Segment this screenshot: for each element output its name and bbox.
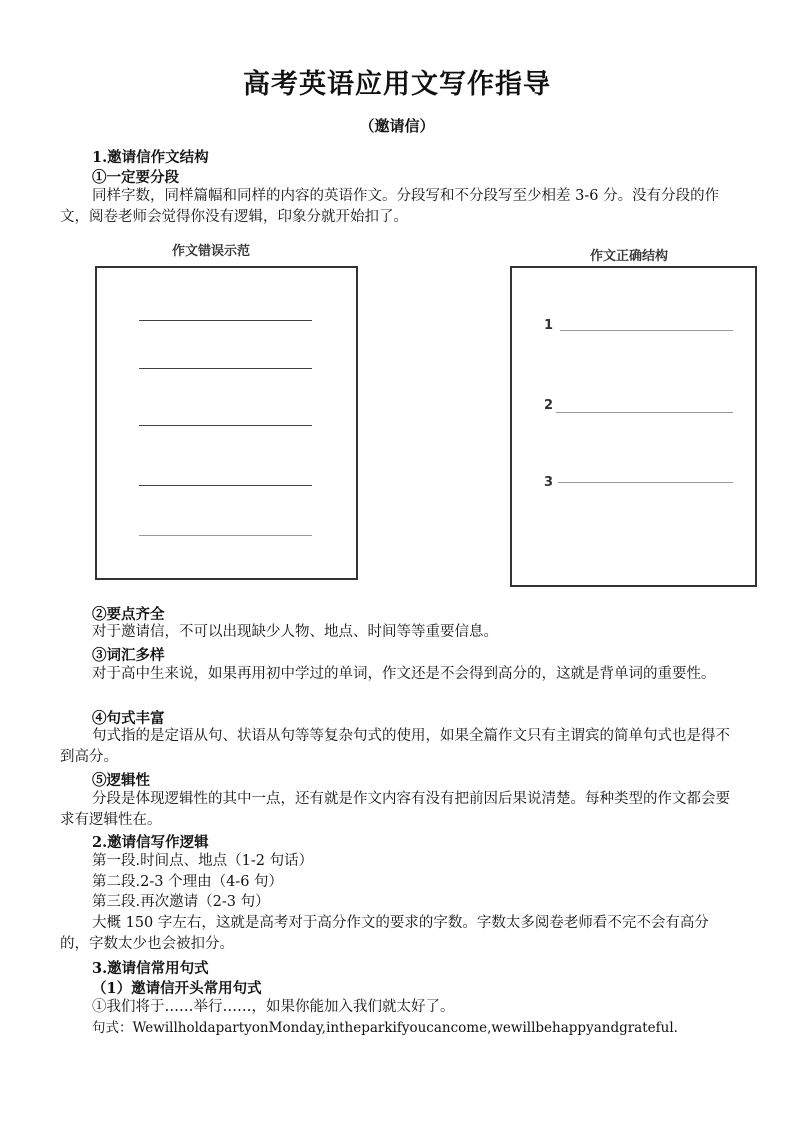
unnumbered-line [139,425,312,426]
wrong-example-box [95,266,358,580]
subsection-1-heading: （1）邀请信开头常用句式 [92,980,262,997]
section-2-heading: 2.邀请信写作逻辑 [92,834,209,851]
point-2-heading: ②要点齐全 [92,606,165,623]
pattern-item-1: ①我们将于……举行……，如果你能加入我们就太好了。 [92,999,455,1015]
numbered-line [560,330,733,331]
point-3-heading: ③词汇多样 [92,647,165,664]
point-4-heading: ④句式丰富 [92,710,165,727]
right-structure-box [510,266,757,587]
point-2-text: 对于邀请信，不可以出现缺少人物、地点、时间等等重要信息。 [92,624,498,640]
section-1-heading: 1.邀请信作文结构 [92,149,209,166]
numbered-line [558,482,733,483]
unnumbered-line [139,485,312,486]
point-5-heading: ⑤逻辑性 [92,772,150,789]
point-3-text: 对于高中生来说，如果再用初中学过的单词，作文还是不会得到高分的，这就是背单词的重要性。 [92,666,716,682]
paragraph-number: 2 [544,398,554,413]
pattern-sentence-1: 句式：WewillholdapartyonMonday,intheparkifyoucancome,wewillbehappyandgrateful. [92,1020,678,1036]
unnumbered-line [139,368,312,369]
point-1-text: 同样字数，同样篇幅和同样的内容的英语作文。分段写和不分段写至少相差 3-6 分。没有分段的作文，阅卷老师会觉得你没有逻辑，印象分就开始扣了。 [60,188,720,225]
page-subtitle: （邀请信） [359,117,435,135]
unnumbered-line [139,535,312,536]
paragraph-number: 1 [544,318,554,333]
logic-line-1: 第一段.时间点、地点（1-2 句话） [92,853,314,869]
right-structure-caption: 作文正确结构 [590,249,669,264]
wrong-example-caption: 作文错误示范 [172,244,251,259]
numbered-line [556,412,733,413]
point-4-text: 句式指的是定语从句、状语从句等等复杂句式的使用，如果全篇作文只有主谓宾的简单句式也是得不到高分。 [60,728,730,765]
point-1-heading: ①一定要分段 [92,169,179,186]
page-title: 高考英语应用文写作指导 [243,69,551,100]
point-5-text: 分段是体现逻辑性的其中一点，还有就是作文内容有没有把前因后果说清楚。每种类型的作文都会要求有逻辑性在。 [60,791,730,828]
paragraph-number: 3 [544,475,554,490]
logic-line-3: 第三段.再次邀请（2-3 句） [92,894,270,910]
unnumbered-line [139,320,312,321]
word-count-text: 大概 150 字左右，这就是高考对于高分作文的要求的字数。字数太多阅卷老师看不完不会有高分的，字数太少也会被扣分。 [60,915,709,952]
logic-line-2: 第二段.2-3 个理由（4-6 句） [92,874,284,890]
section-3-heading: 3.邀请信常用句式 [92,960,209,977]
